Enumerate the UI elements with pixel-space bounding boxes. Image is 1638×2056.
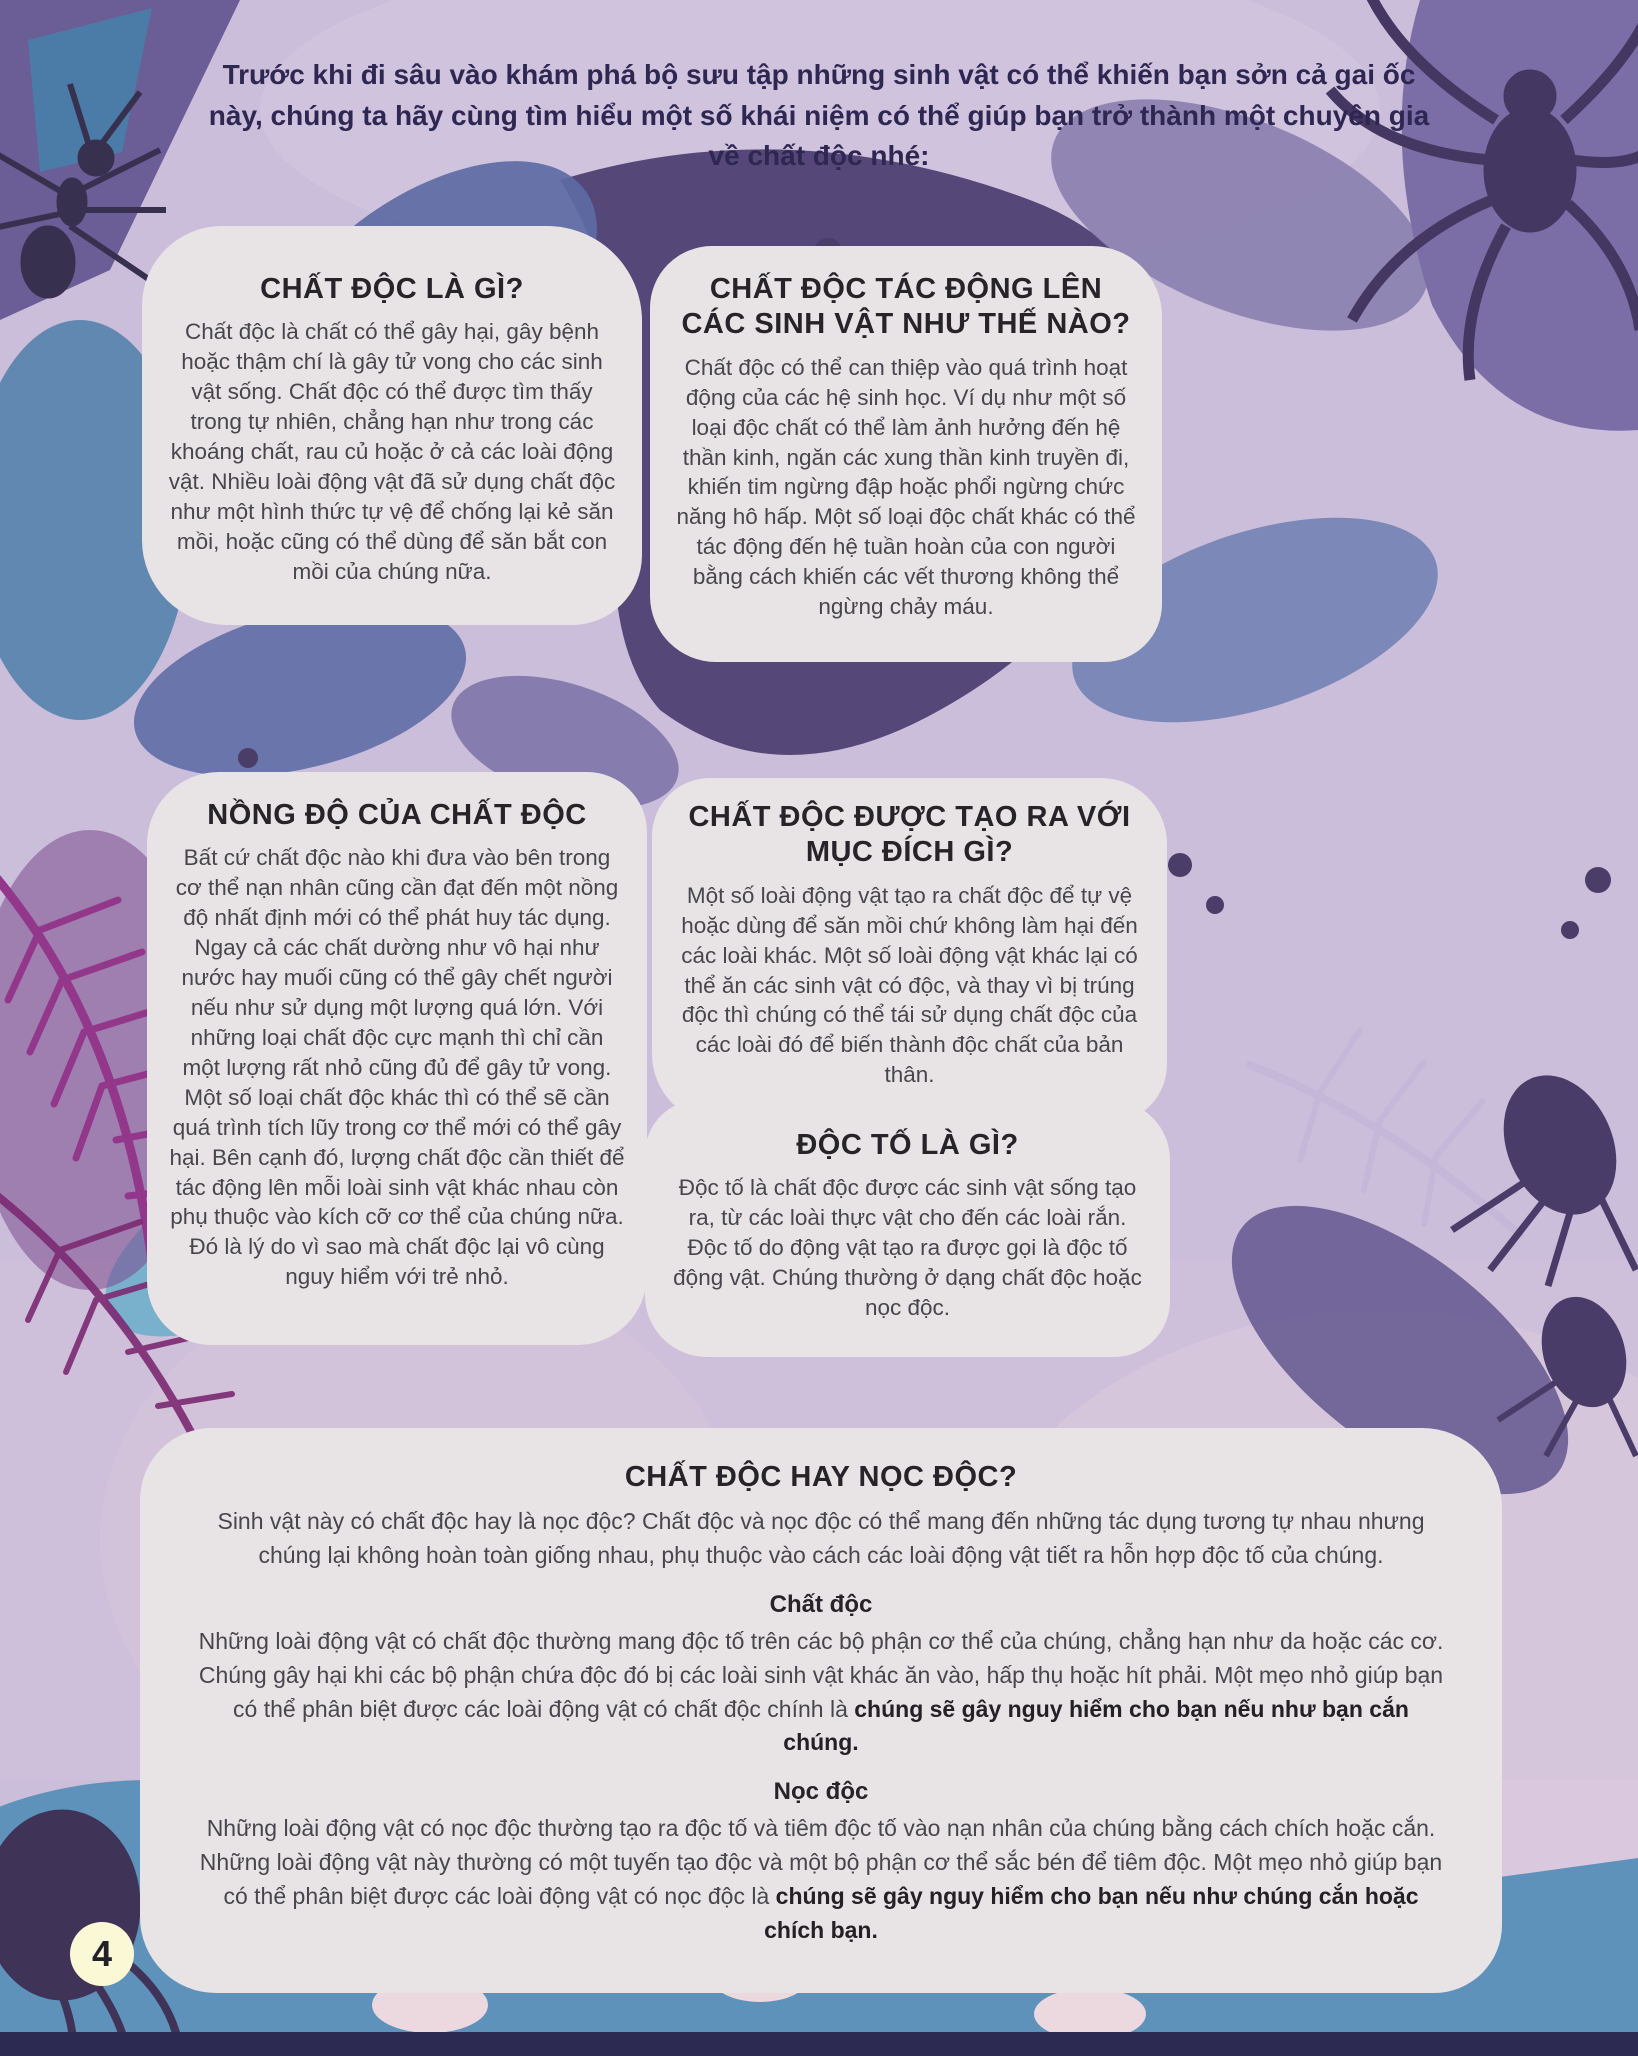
box-what-is-poison-body: Chất độc là chất có thể gây hại, gây bệnh hoặc thậm chí là gây tử vong cho các sinh vật sống. Chất độc có thể được tìm thấy trong tự nhiên, chẳng hạn như trong các khoáng chất, rau củ hoặc ở cả các loài động vật. Nhiều loài động vật đã sử dụng chất độc như một hình thức tự vệ để chống lại kẻ săn mồi, hoặc cũng có thể dùng để săn bắt con mồi của chúng nữa. [168,319,616,584]
box-what-is-toxin [645,1100,1170,1357]
box-purpose-title: CHẤT ĐỘC ĐƯỢC TẠO RA VỚI MỤC ĐÍCH GÌ? [688,801,1131,869]
venom-paragraph-bold: chúng sẽ gây nguy hiểm cho bạn nếu như chúng cắn hoặc chích bạn. [764,1882,1419,1943]
box-poison-or-venom [140,1428,1502,1993]
box-poison-or-venom-intro: Sinh vật này có chất độc hay là nọc độc? Chất độc và nọc độc có thể mang đến những tác dụng tương tự nhau nhưng chúng lại không hoàn toàn giống nhau, phụ thuộc vào cách các loài động vật tiết ra hỗn hợp độc tố của chúng. [217,1508,1425,1569]
poison-paragraph [194,1625,1448,1760]
box-what-is-poison [142,226,642,625]
box-concentration [147,772,647,1345]
poison-paragraph-text: Những loài động vật có chất độc thường mang độc tố trên các bộ phận cơ thể của chúng, chẳng hạn như da hoặc các cơ. Chúng gây hại khi các bộ phận chứa độc đó bị các loài sinh vật khác ăn vào, hấp thụ hoặc hít phải. Một mẹo nhỏ giúp bạn có thể phân biệt được các loài động vật có chất độc chính là [198,1627,1444,1722]
box-how-poison-affects-body: Chất độc có thể can thiệp vào quá trình hoạt động của các hệ sinh học. Ví dụ như một số loại độc chất có thể làm ảnh hưởng đến hệ thần kinh, ngăn các xung thần kinh truyền đi, khiến tim ngừng đập hoặc phổi ngừng chức năng hô hấp. Một số loại độc chất khác có thể tác động đến hệ tuần hoàn của con người bằng cách khiến các vết thương không thể ngừng chảy máu. [676,354,1136,620]
venom-subheading: Nọc độc [773,1778,869,1806]
box-what-is-toxin-body: Độc tố là chất độc được các sinh vật sống tạo ra, từ các loài thực vật cho đến các loài rắn. Độc tố do động vật tạo ra được gọi là độc tố động vật. Chúng thường ở dạng chất độc hoặc nọc độc. [673,1175,1142,1321]
intro-text: Trước khi đi sâu vào khám phá bộ sưu tập những sinh vật có thể khiến bạn sởn cả gai ốc này, chúng ta hãy cùng tìm hiểu một số khái niệm có thể giúp bạn trở thành một chuyên gia về chất độc nhé: [208,59,1430,172]
poison-paragraph-bold: chúng sẽ gây nguy hiểm cho bạn nếu như bạn cắn chúng. [783,1695,1409,1756]
box-concentration-body: Bất cứ chất độc nào khi đưa vào bên trong cơ thể nạn nhân cũng cần đạt đến một nồng độ nhất định mới có thể phát huy tác dụng. Ngay cả các chất dường như vô hại như nước hay muối cũng có thể gây chết người nếu như sử dụng một lượng quá lớn. Với những loại chất độc cực mạnh thì chỉ cần một lượng rất nhỏ cũng đủ để gây tử vong. Một số loại chất độc khác thì có thể sẽ cần quá trình tích lũy trong cơ thể mới có thể gây hại. Bên cạnh đó, lượng chất độc cần thiết để tác động lên mỗi loài sinh vật khác nhau còn phụ thuộc vào kích cỡ cơ thể của chúng nữa. Đó là lý do vì sao mà chất độc lại vô cùng nguy hiểm với trẻ nhỏ. [169,845,625,1290]
page-number: 4 [91,1933,113,1974]
page-number-badge [70,1922,134,1986]
box-purpose [652,778,1167,1124]
venom-paragraph-text: Những loài động vật có nọc độc thường tạo ra độc tố và tiêm độc tố vào nạn nhân của chúng bằng cách chích hoặc cắn. Những loài động vật này thường có một tuyến tạo độc và một bộ phận cơ thể sắc bén để tiêm độc. Một mẹo nhỏ giúp bạn có thể phân biệt được các loài động vật có nọc độc là [199,1815,1443,1909]
box-how-poison-affects-title: CHẤT ĐỘC TÁC ĐỘNG LÊN CÁC SINH VẬT NHƯ THẾ NÀO? [681,273,1131,341]
box-poison-or-venom-title: CHẤT ĐỘC HAY NỌC ĐỘC? [624,1461,1018,1493]
poison-subheading: Chất độc [769,1590,873,1618]
box-what-is-poison-title: CHẤT ĐỘC LÀ GÌ? [260,273,524,305]
box-concentration-title: NỒNG ĐỘ CỦA CHẤT ĐỘC [207,799,587,831]
box-how-poison-affects [650,246,1162,662]
venom-paragraph [194,1812,1448,1947]
box-what-is-toxin-title: ĐỘC TỐ LÀ GÌ? [796,1129,1019,1161]
box-purpose-body: Một số loài động vật tạo ra chất độc để tự vệ hoặc dùng để săn mồi chứ không làm hại đến các loài khác. Một số loài động vật khác lại có thể ăn các sinh vật có độc, và thay vì bị trúng độc thì chúng có thể tái sử dụng chất độc của các loài đó để biến thành độc chất của bản thân. [681,882,1138,1088]
